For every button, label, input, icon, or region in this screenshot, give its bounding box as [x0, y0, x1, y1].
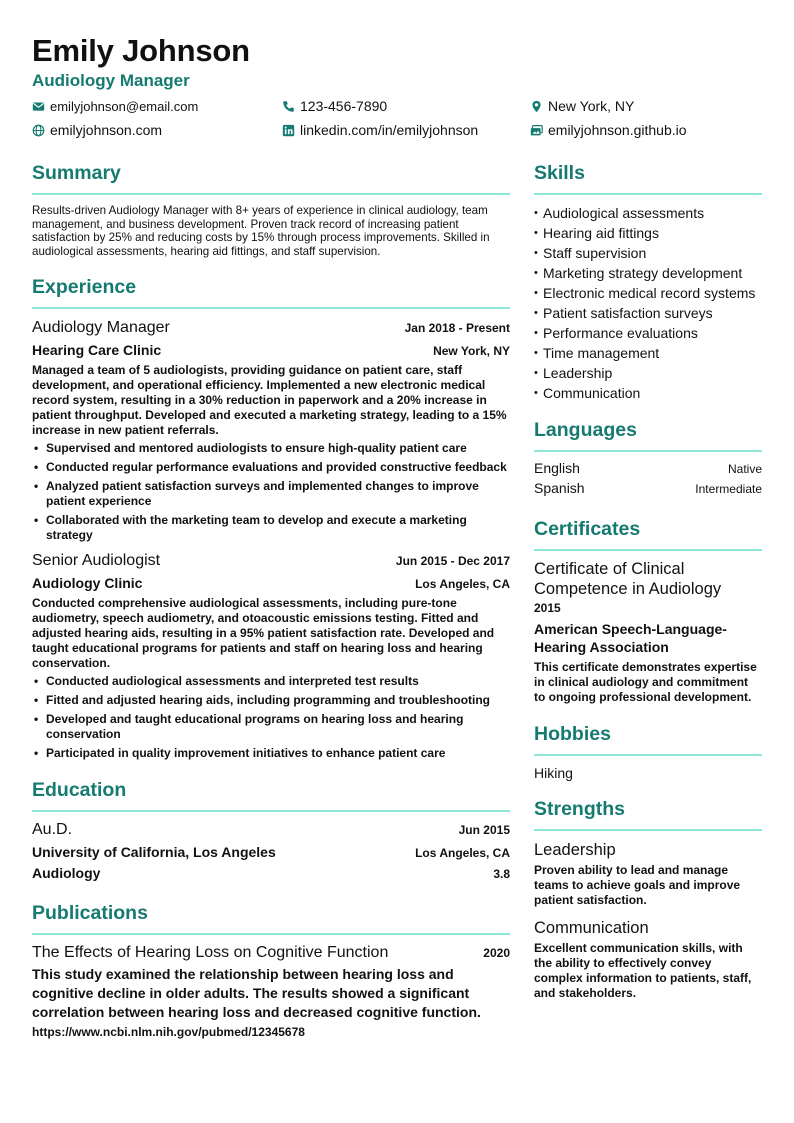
job-bullets — [32, 674, 510, 761]
skill-item: • Marketing strategy development — [534, 263, 762, 283]
contact-location — [530, 96, 634, 116]
list-item: • Conducted audiological assessments and interpreted test results — [32, 674, 510, 689]
publications-section — [32, 900, 510, 1039]
resume-header — [32, 34, 772, 92]
section-title: Hobbies — [534, 723, 611, 745]
section-title: Strengths — [534, 798, 626, 820]
certificate-issuer: American Speech-Language-Hearing Association — [534, 621, 727, 655]
section-divider — [534, 193, 762, 195]
strength-description: Proven ability to lead and manage teams to achieve goals and improve patient satisfaction. — [534, 863, 741, 907]
location-pin-icon — [530, 100, 543, 113]
skill-item: • Time management — [534, 343, 762, 363]
job-description: Conducted comprehensive audiological assessments, including pure-tone audiometry, speech audiometry, and otoacoustic emissions testing. Fitted and adjusted hearing aids, resulting in a 95% patient satisfaction rate. Developed and taught educational programs for patients and staff on hearing loss and hearing conservation. — [32, 596, 495, 671]
candidate-name: Emily Johnson — [32, 33, 250, 68]
job-bullets — [32, 441, 510, 543]
language-row — [534, 460, 762, 476]
section-divider — [534, 829, 762, 831]
section-title: Summary — [32, 162, 121, 184]
strength-title: Leadership — [534, 841, 616, 859]
phone-text: 123-456-7890 — [300, 98, 388, 114]
portfolio-icon — [530, 124, 543, 137]
job-location: Los Angeles, CA — [415, 577, 510, 592]
education-school: University of California, Los Angeles — [32, 844, 276, 861]
website-text: emilyjohnson.com — [50, 122, 163, 138]
section-title: Experience — [32, 276, 137, 299]
job-date: Jun 2015 - Dec 2017 — [395, 554, 510, 569]
publication-title: The Effects of Hearing Loss on Cognitive Function — [32, 944, 389, 962]
experience-section — [32, 274, 510, 761]
strengths-section — [534, 796, 762, 1001]
contact-email[interactable] — [32, 96, 198, 116]
contact-website[interactable] — [32, 120, 162, 140]
list-item: • Collaborated with the marketing team to develop and execute a marketing strategy — [32, 513, 510, 543]
section-divider — [32, 307, 510, 309]
job-title: Audiology Manager — [32, 319, 170, 337]
education-section — [32, 777, 510, 882]
hobbies-section — [534, 721, 762, 782]
skills-list — [534, 203, 762, 403]
list-item: • Supervised and mentored audiologists to ensure high-quality patient care — [32, 441, 510, 456]
certificate-year: 2015 — [534, 601, 561, 615]
section-title: Languages — [534, 419, 637, 441]
language-level: Intermediate — [695, 482, 762, 496]
skill-item: • Electronic medical record systems — [534, 283, 762, 303]
job-location: New York, NY — [433, 344, 510, 359]
job-date: Jan 2018 - Present — [404, 321, 510, 336]
github-text: emilyjohnson.github.io — [548, 122, 687, 138]
email-text: emilyjohnson@email.com — [50, 98, 199, 114]
language-name: Spanish — [534, 480, 585, 496]
job-title: Senior Audiologist — [32, 552, 161, 570]
summary-text: Results-driven Audiology Manager with 8+ years of experience in clinical audiology, team management, and business development. Proven track record of increasing patient satisfaction by 25% and reducing costs by 15% through process improvements. Skilled in audiological assessments, hearing aid fittings, and staff supervision. — [32, 204, 490, 258]
job-entry — [32, 318, 510, 543]
sidebar-column — [534, 160, 762, 1001]
skill-item: • Communication — [534, 383, 762, 403]
section-divider — [534, 450, 762, 452]
list-item: • Participated in quality improvement initiatives to enhance patient care — [32, 746, 510, 761]
section-title: Publications — [32, 902, 148, 925]
education-field: Audiology — [32, 865, 101, 882]
section-divider — [534, 754, 762, 756]
education-location: Los Angeles, CA — [415, 846, 510, 861]
section-title: Certificates — [534, 518, 641, 540]
certificates-section — [534, 516, 762, 705]
publication-year: 2020 — [483, 946, 510, 961]
section-divider — [32, 810, 510, 812]
skill-item: • Patient satisfaction surveys — [534, 303, 762, 323]
languages-section — [534, 417, 762, 496]
globe-icon — [32, 124, 45, 137]
job-company: Audiology Clinic — [32, 575, 143, 592]
strength-title: Communication — [534, 919, 649, 937]
job-description: Managed a team of 5 audiologists, providing guidance on patient care, staff development, and operational efficiency. Implemented a new electronic medical record system, resulting in a 30% reduction in paperwork and a 20% increase in patient throughput. Developed and executed a marketing strategy, leading to a 15% increase in new patient referrals. — [32, 363, 507, 438]
language-name: English — [534, 460, 580, 476]
certificate-description: This certificate demonstrates expertise in clinical audiology and commitment to ongoing professional development. — [534, 660, 757, 704]
education-degree: Au.D. — [32, 821, 73, 839]
skill-item: • Audiological assessments — [534, 203, 762, 223]
certificate-title: Certificate of Clinical Competence in Audiology — [534, 560, 722, 598]
main-column — [32, 160, 510, 1039]
list-item: • Developed and taught educational programs on hearing loss and hearing conservation — [32, 712, 510, 742]
job-company: Hearing Care Clinic — [32, 342, 162, 359]
list-item: • Fitted and adjusted hearing aids, including programming and troubleshooting — [32, 693, 510, 708]
publication-link[interactable]: https://www.ncbi.nlm.nih.gov/pubmed/12345678 — [32, 1025, 305, 1040]
phone-icon — [282, 100, 295, 113]
section-title: Education — [32, 779, 127, 802]
skill-item: • Leadership — [534, 363, 762, 383]
section-divider — [32, 193, 510, 195]
skill-item: • Performance evaluations — [534, 323, 762, 343]
summary-section — [32, 160, 510, 258]
skill-item: • Staff supervision — [534, 243, 762, 263]
location-text: New York, NY — [548, 98, 635, 114]
contact-github[interactable] — [530, 120, 687, 140]
hobby-item: Hiking — [534, 765, 573, 781]
list-item: • Analyzed patient satisfaction surveys and implemented changes to improve patient experience — [32, 479, 510, 509]
envelope-icon — [32, 100, 45, 113]
list-item: • Conducted regular performance evaluations and provided constructive feedback — [32, 460, 510, 475]
skill-item: • Hearing aid fittings — [534, 223, 762, 243]
language-level: Native — [727, 462, 762, 476]
language-row — [534, 480, 762, 496]
skills-section — [534, 160, 762, 403]
education-gpa: 3.8 — [493, 867, 510, 882]
linkedin-text: linkedin.com/in/emilyjohnson — [300, 122, 479, 138]
job-entry — [32, 551, 510, 761]
candidate-title: Audiology Manager — [32, 71, 190, 90]
strength-description: Excellent communication skills, with the ability to effectively convey complex information to patients, staff, and stakeholders. — [534, 941, 752, 1000]
contact-phone[interactable] — [282, 96, 387, 116]
contact-linkedin[interactable] — [282, 120, 478, 140]
section-divider — [32, 933, 510, 935]
education-date: Jun 2015 — [458, 823, 510, 838]
linkedin-icon — [282, 124, 295, 137]
section-divider — [534, 549, 762, 551]
publication-description: This study examined the relationship between hearing loss and cognitive decline in older adults. The results showed a significant correlation between hearing loss and decreased cognitive function. — [32, 966, 481, 1021]
section-title: Skills — [534, 162, 585, 184]
